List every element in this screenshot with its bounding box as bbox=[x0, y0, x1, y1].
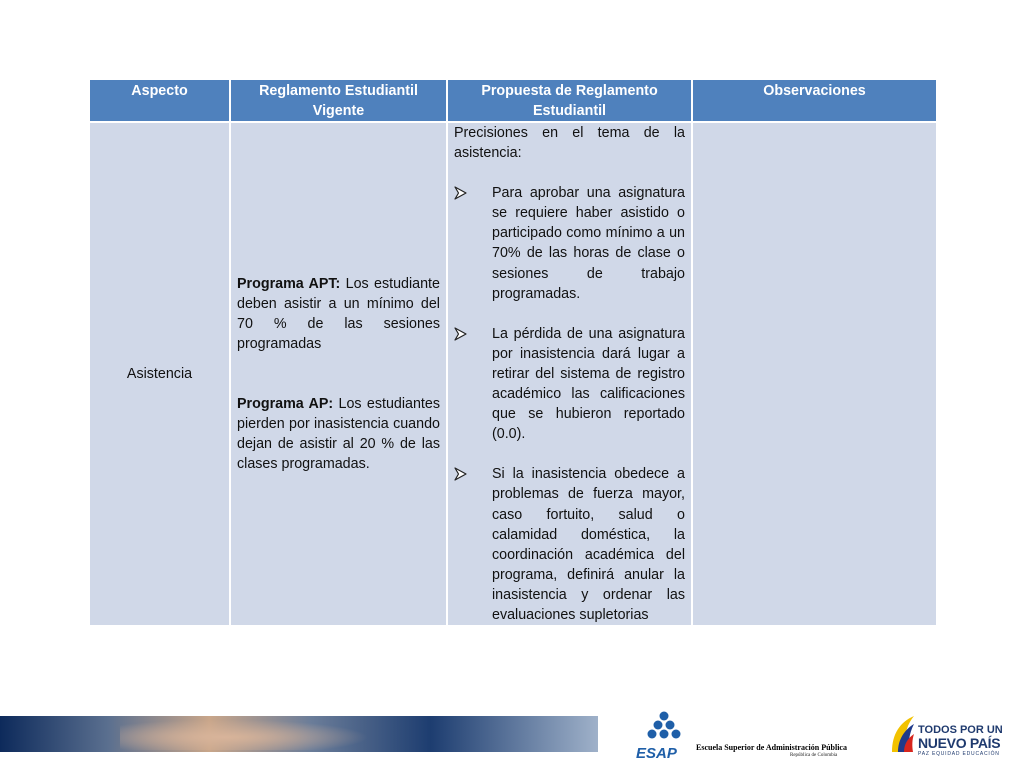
cell-vigente bbox=[230, 122, 447, 626]
vigente-apt bbox=[237, 274, 440, 354]
vigente-ap bbox=[237, 394, 440, 474]
gov-slogan-line2: NUEVO PAÍS bbox=[918, 735, 1001, 751]
gov-slogan-line3: PAZ EQUIDAD EDUCACIÓN bbox=[918, 751, 1000, 757]
propuesta-bullet-text: La pérdida de una asignatura por inasistencia dará lugar a retirar del sistema de registro académico las calificaciones que se hubieron reportado (0.0). bbox=[492, 325, 685, 443]
table-header-row bbox=[89, 79, 937, 122]
header-aspecto: Aspecto bbox=[89, 79, 230, 122]
table-row bbox=[89, 122, 937, 626]
list-item bbox=[454, 464, 685, 625]
header-propuesta: Propuesta de Reglamento Estudiantil bbox=[447, 79, 692, 122]
propuesta-bullet-text: Si la inasistencia obedece a problemas de fuerza mayor, caso fortuito, salud o calamidad doméstica, la coordinación académica del programa, definirá anular la inasistencia y ordenar las evaluaciones supletorias bbox=[492, 466, 685, 623]
cell-propuesta bbox=[447, 122, 692, 626]
vigente-ap-label: Programa AP: bbox=[237, 396, 334, 413]
vigente-apt-text: Los estudiante deben asistir a un mínimo del 70 % de las sesiones programadas bbox=[237, 275, 440, 352]
propuesta-intro: Precisiones en el tema de la asistencia: bbox=[454, 125, 685, 162]
comparison-table bbox=[88, 78, 938, 627]
cell-observaciones bbox=[692, 122, 937, 626]
propuesta-bullet-text: Para aprobar una asignatura se requiere haber asistido o participado como mínimo a un 70% de las horas de clase o sesiones de trabajo programadas. bbox=[492, 185, 685, 302]
footer-photo-strip bbox=[0, 716, 598, 752]
esap-name: Escuela Superior de Administración Pública bbox=[696, 743, 847, 752]
svg-text:ESAP: ESAP bbox=[636, 745, 677, 762]
propuesta-bullet-list bbox=[454, 183, 685, 625]
vigente-ap-text: Los estudiantes pierden por inasistencia cuando dejan de asistir al 20 % de las clases programadas. bbox=[237, 396, 441, 473]
header-observaciones: Observaciones bbox=[692, 79, 937, 122]
arrow-bullet-icon bbox=[454, 186, 468, 200]
slide-footer bbox=[0, 700, 1024, 768]
arrow-bullet-icon bbox=[454, 327, 468, 341]
cell-aspecto: Asistencia bbox=[89, 122, 230, 626]
esap-subtitle: República de Colombia bbox=[790, 753, 838, 758]
gov-slogan-line1: TODOS POR UN bbox=[918, 724, 1003, 736]
vigente-apt-label: Programa APT: bbox=[237, 275, 341, 292]
list-item bbox=[454, 324, 685, 445]
list-item bbox=[454, 183, 685, 304]
arrow-bullet-icon bbox=[454, 467, 468, 481]
header-reglamento-vigente: Reglamento Estudiantil Vigente bbox=[230, 79, 447, 122]
photo-hand-writing bbox=[120, 718, 380, 750]
